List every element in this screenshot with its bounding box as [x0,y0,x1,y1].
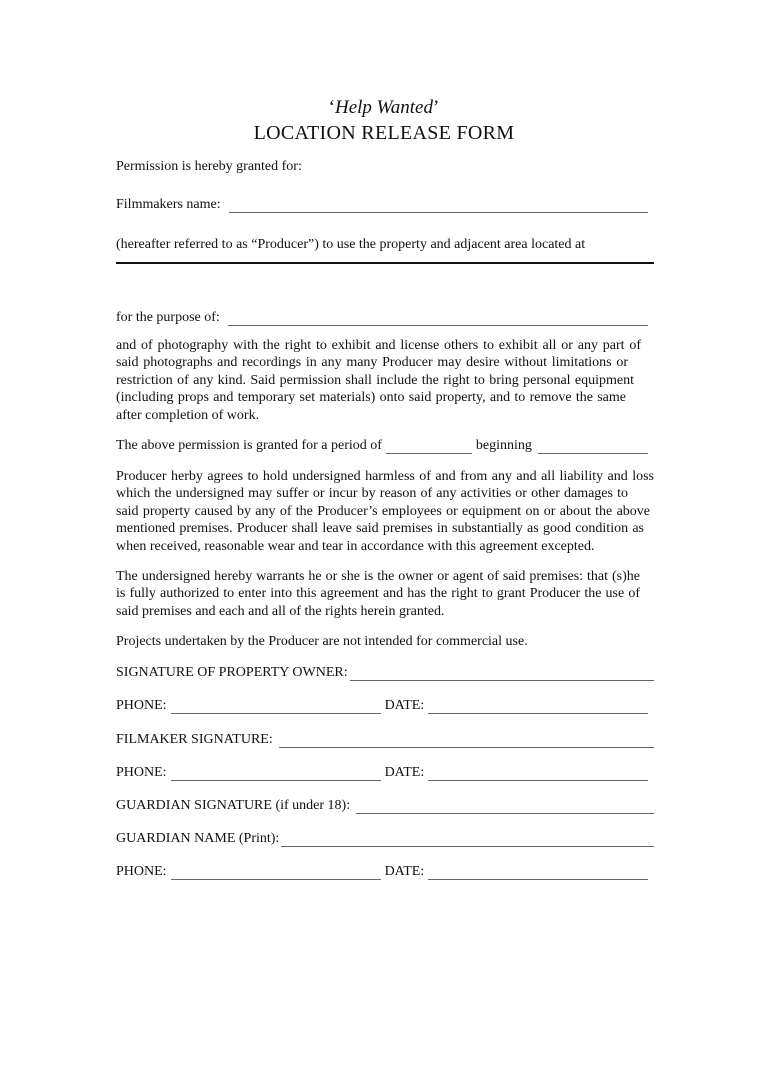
intro-text: Permission is hereby granted for: [116,159,302,174]
paragraph-line: (including props and temporary set materials) onto said property, and to remove the same [116,390,626,406]
purpose-row [116,309,654,326]
guardian-name-label: GUARDIAN NAME (Print): [116,831,280,846]
filmmaker-signature-row [116,731,654,748]
quote-open: ‘ [328,97,335,118]
paragraph-line: The undersigned hereby warrants he or she is the owner or agent of said premises: that (s)he [116,569,640,584]
paragraph-line: is fully authorized to enter into this agreement and has the right to grant Producer the use of [116,586,640,602]
filmmaker-name-row [116,196,654,213]
paragraph-line: said premises and each and all of the rights herein granted. [116,603,445,619]
warranty-paragraph [116,568,654,620]
paragraph-line: restriction of any kind. Said permission shall include the right to bring personal equipment [116,372,634,388]
form-subtitle [0,97,768,119]
date-label: DATE: [384,864,425,879]
purpose-label: for the purpose of: [116,310,220,325]
paragraph-line: Producer herby agrees to hold undersigned harmless of and from any and all liability and loss [116,469,654,484]
phone-label: PHONE: [116,864,167,879]
period-field[interactable] [386,441,472,454]
paragraph-line: after completion of work. [116,407,260,423]
paragraph-line: when received, reasonable wear and tear in accordance with this agreement excepted. [116,538,595,554]
phone-label: PHONE: [116,698,167,713]
guardian-signature-row [116,797,654,814]
date-label: DATE: [384,698,425,713]
owner-signature-field[interactable] [350,668,654,681]
owner-signature-label: SIGNATURE OF PROPERTY OWNER: [116,665,348,680]
phone-date-row [116,764,654,781]
guardian-name-field[interactable] [281,834,654,847]
date-field[interactable] [428,701,648,714]
guardian-signature-label: GUARDIAN SIGNATURE (if under 18): [116,798,351,813]
paragraph-line: said photographs and recordings in any many Producer may desire without limitations or [116,355,628,371]
phone-field[interactable] [171,701,381,714]
paragraph-line: mentioned premises. Producer shall leave said premises in substantially as good condition as [116,521,644,537]
hereafter-text: (hereafter referred to as “Producer”) to use the property and adjacent area located at [116,237,586,252]
owner-signature-row [116,664,654,681]
phone-field[interactable] [171,867,381,880]
beginning-field[interactable] [538,441,648,454]
rights-paragraph [116,337,654,424]
phone-field[interactable] [171,768,381,781]
date-label: DATE: [384,765,425,780]
paragraph-line: said property caused by any of the Producer’s employees or equipment on or about the above [116,503,650,519]
guardian-signature-field[interactable] [356,801,654,814]
filmmaker-signature-field[interactable] [279,735,654,748]
quote-close: ’ [432,97,440,118]
commercial-note: Projects undertaken by the Producer are not intended for commercial use. [116,634,528,649]
phone-date-row [116,863,654,880]
filmmaker-signature-label: FILMAKER SIGNATURE: [116,732,273,747]
phone-date-row [116,697,654,714]
location-field[interactable] [116,262,654,264]
purpose-field[interactable] [228,313,648,326]
period-row [116,437,654,454]
filmmaker-name-label: Filmmakers name: [116,197,221,212]
date-field[interactable] [428,768,648,781]
phone-label: PHONE: [116,765,167,780]
paragraph-line: which the undersigned may suffer or incur by reason of any activities or other damages to [116,486,628,502]
paragraph-line: and of photography with the right to exhibit and license others to exhibit all or any part of [116,338,641,353]
liability-paragraph [116,468,654,555]
guardian-name-row [116,830,654,847]
period-label: The above permission is granted for a period of [116,438,382,453]
page-title: LOCATION RELEASE FORM [253,122,515,144]
date-field[interactable] [428,867,648,880]
filmmaker-name-field[interactable] [229,200,648,213]
beginning-label: beginning [475,438,532,453]
project-title: Help Wanted [335,97,433,118]
